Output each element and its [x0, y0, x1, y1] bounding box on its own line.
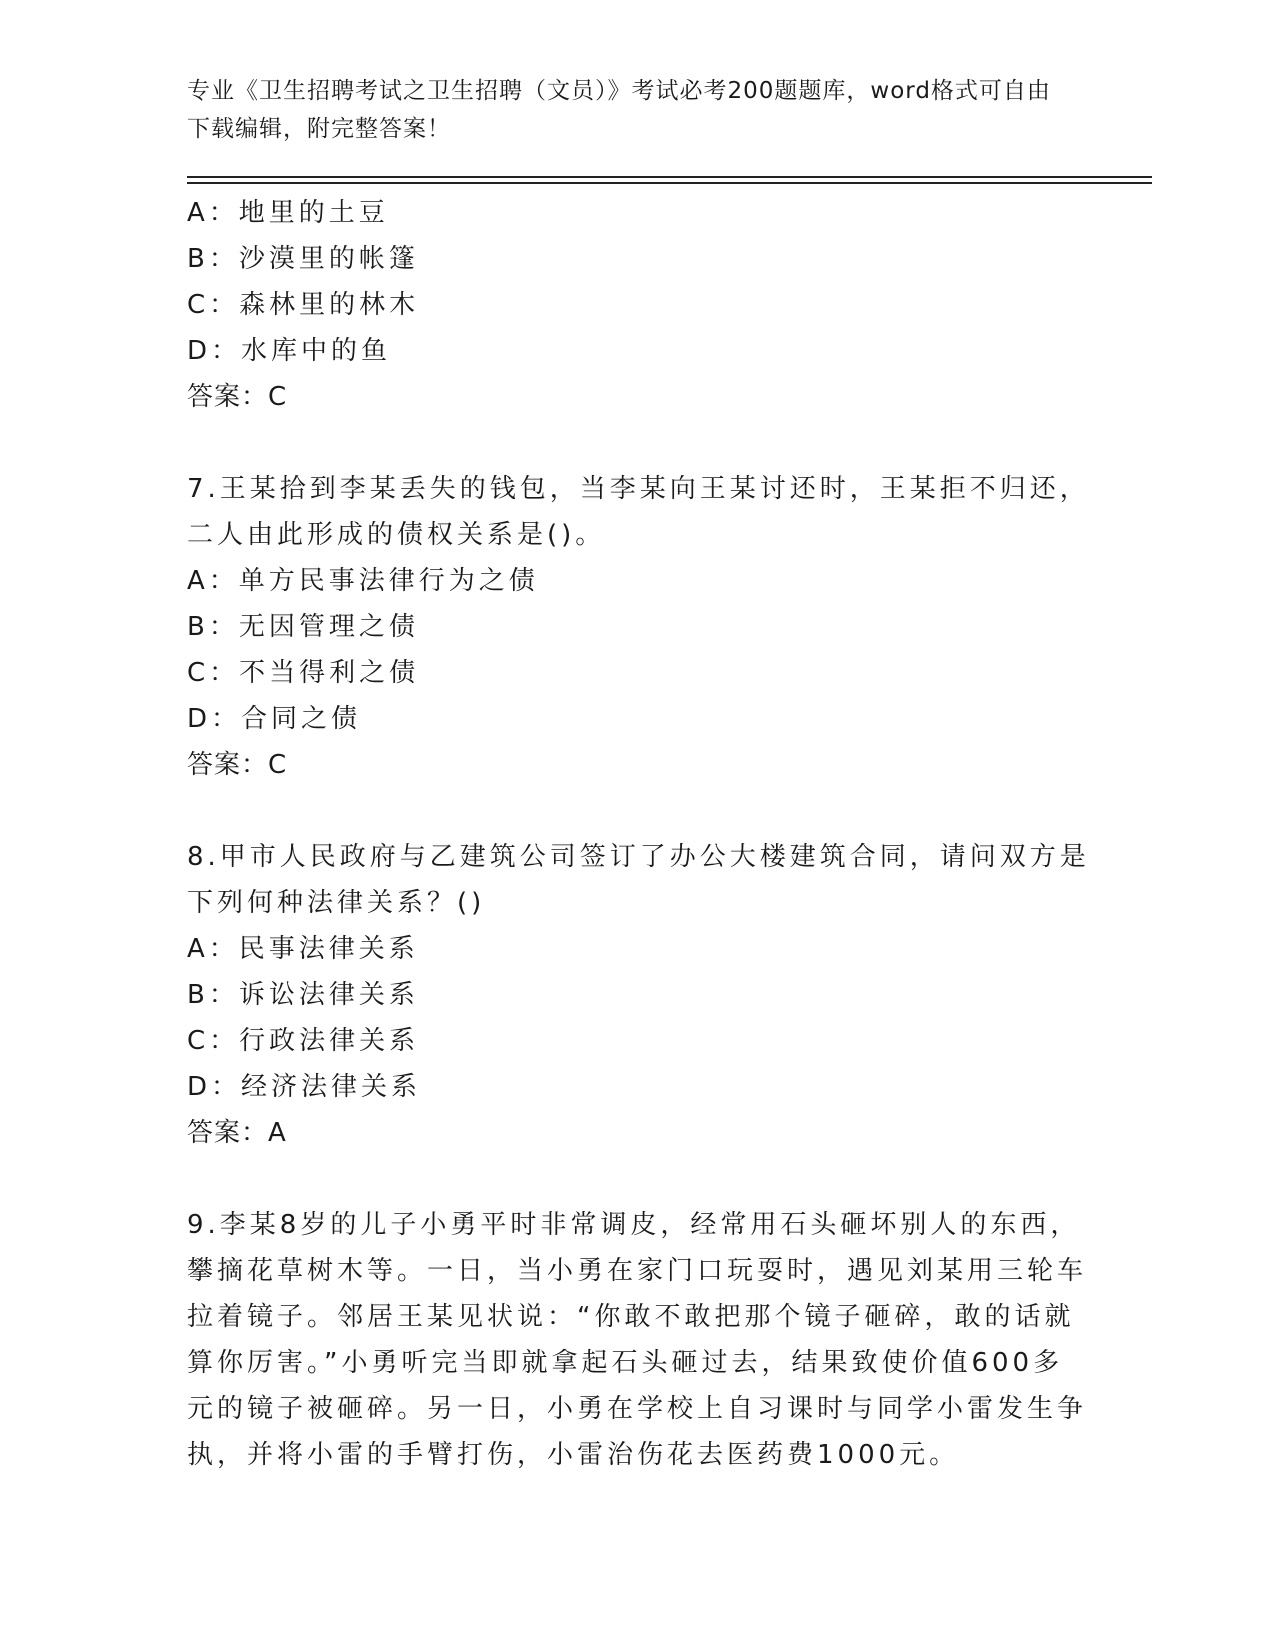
question-text-line: 攀摘花草树木等。一日，当小勇在家门口玩耍时，遇见刘某用三轮车 [187, 1256, 1088, 1286]
question-text-line: 7.王某拾到李某丢失的钱包，当李某向王某讨还时，王某拒不归还， [187, 474, 1090, 504]
question-8 [187, 834, 1090, 1156]
question-text-line: 9.李某8岁的儿子小勇平时非常调皮，经常用石头砸坏别人的东西， [187, 1210, 1081, 1240]
option-b: B：诉讼法律关系 [187, 980, 419, 1010]
option-b: B：无因管理之债 [187, 612, 419, 642]
question-text-line: 元的镜子被砸碎。另一日，小勇在学校上自习课时与同学小雷发生争 [187, 1394, 1088, 1424]
document-header: 专业《卫生招聘考试之卫生招聘（文员）》考试必考200题题库，word格式可自由下载编辑，附完整答案！ [187, 78, 1051, 142]
question-6 [187, 190, 1067, 420]
option-a: A：单方民事法律行为之债 [187, 566, 539, 596]
answer: 答案：C [187, 382, 288, 412]
option-c: C：森林里的林木 [187, 290, 420, 320]
option-a: A：民事法律关系 [187, 934, 419, 964]
option-b: B：沙漠里的帐篷 [187, 244, 419, 274]
spacer [187, 1156, 1067, 1202]
option-d: D：水库中的鱼 [187, 336, 392, 366]
header-rule-bottom [187, 182, 1152, 184]
question-text-line: 二人由此形成的债权关系是()。 [187, 520, 606, 550]
option-a: A：地里的土豆 [187, 198, 389, 228]
question-text-line: 算你厉害。”小勇听完当即就拿起石头砸过去，结果致使价值600多 [187, 1348, 1064, 1378]
option-c: C：行政法律关系 [187, 1026, 420, 1056]
document-body [187, 190, 1090, 1478]
question-text-line: 8.甲市人民政府与乙建筑公司签订了办公大楼建筑合同，请问双方是 [187, 842, 1090, 872]
question-text-line: 拉着镜子。邻居王某见状说：“你敢不敢把那个镜子砸碎，敢的话就 [187, 1302, 1075, 1332]
question-7 [187, 466, 1090, 788]
question-9 [187, 1202, 1088, 1478]
question-text-line: 执，并将小雷的手臂打伤，小雷治伤花去医药费1000元。 [187, 1440, 960, 1470]
header-rule-top [187, 176, 1152, 178]
option-d: D：经济法律关系 [187, 1072, 422, 1102]
answer: 答案：A [187, 1118, 287, 1148]
option-d: D：合同之债 [187, 704, 362, 734]
spacer [187, 788, 1067, 834]
answer: 答案：C [187, 750, 288, 780]
spacer [187, 420, 1067, 466]
option-c: C：不当得利之债 [187, 658, 420, 688]
question-text-line: 下列何种法律关系？() [187, 888, 486, 918]
